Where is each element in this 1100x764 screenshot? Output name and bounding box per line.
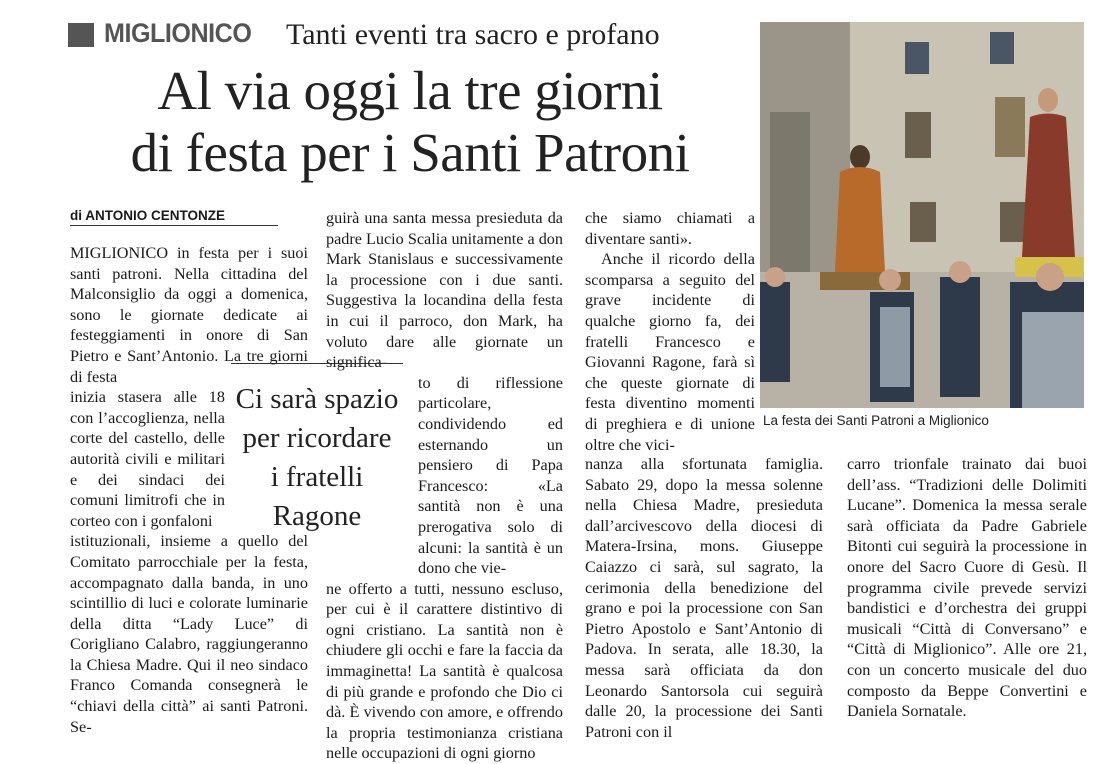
article-text: MIGLIONICO in festa per i suoi santi patroni. Nella cittadina del Malconsiglio da oggi a domenica, sono le giornate dedicate ai festeggiamenti in onore di San Pietro e Sant’Antonio. La tre giorni di festa [70,244,308,386]
pull-quote [231,363,403,536]
headline-line-1: Al via oggi la tre giorni [157,60,663,121]
photo-caption: La festa dei Santi Patroni a Miglionico [763,413,989,428]
byline: di ANTONIO CENTONZE [70,208,278,226]
article-text: guirà una santa messa presieduta da padre Lucio Scalia unitamente a don Mark Stanislaus e successivamente la processione con i due santi. Suggestiva la locandina della festa in cui il parroco, don Mark, ha voluto dare alle giornate un significa- [326,209,563,372]
kicker-square-icon [68,23,94,47]
article-column-4: carro trionfale trainato dai buoi dell’ass. “Tradizioni delle Dolimiti Lucane”. Domenica la messa serale sarà officiata da Padre Gabriele Bitonti cui seguirà la processione in onore del Sacro Cuore di Gesù. Il programma civile prevede servizi bandistici e d’orchestra dei gruppi musicali “Città di Conversano” e “Città di Miglionico”. Alle ore 21, con un concerto musicale del duo composto da Beppe Convertini e Daniela Sornatale. [847,455,1087,721]
kicker-place: MIGLIONICO [104,18,252,48]
headline [60,60,760,184]
pull-quote-line: Ci sarà spazio [235,383,399,415]
article-text: che siamo chiamati a diventare santi». [585,209,755,248]
article-text: inizia stasera alle 18 con l’accoglienza, nella corte del castello, delle autorità civili e militari e dei sindaci dei comuni limitrofi che in corteo con i gonfaloni [70,388,225,530]
headline-line-2: di festa per i Santi Patroni [130,122,690,183]
kicker-subtitle: Tanti eventi tra sacro e profano [286,18,660,51]
article-column-3 [585,208,755,455]
article-column-3-bottom: nanza alla sfortunata famiglia. Sabato 29, dopo la messa solenne nella Chiesa Madre, presieduta dall’arcivescovo della diocesi di Matera-Irsina, mons. Giuseppe Caiazzo ci sarà, sul sagrato, la cerimonia della benedizione del grano e poi la processione con San Pietro Apostolo e Sant’Antonio di Padova. In serata, alle 18.30, la messa sarà officiata da don Leonardo Santorsola cui seguirà dalle 20, la processione dei Santi Patroni con il [585,455,823,741]
article-text: to di riflessione particolare, condividendo ed esternando un pensiero di Papa Francesco: «La santità non è una prerogativa solo di alcuni: la santità è un dono che vie- [418,373,563,578]
article-text: Anche il ricordo della scomparsa a seguito del grave incidente di qualche giorno fa, dei fratelli Francesco e Giovanni Ragone, farà sì che queste giornate di festa diventino momenti di preghiera e di unione oltre che vici- [585,250,755,454]
festival-photo [760,22,1084,408]
article-text: istituzionali, insieme a quello del Comitato parrocchiale per la festa, accompagnato dalla banda, in uno scintillio di luci e colorate luminarie della ditta “Lady Luce” di Corigliano Calabro, raggiungeranno la Chiesa Madre. Qui il neo sindaco Franco Comanda consegnerà le “chiavi della città” ai santi Patroni. Se- [70,532,308,736]
article-text: ne offerto a tutti, nessuno escluso, per cui è il carattere distintivo di ogni cristiano. La santità non è chiudere gli occhi e fare la faccia da immaginetta! La santità è qualcosa di più grande e profondo che Dio ci dà. È vivendo con amore, e offrendo la propria testimonianza cristiana nelle occupazioni di ogni giorno [326,579,563,763]
pull-quote-line: per ricordare [242,422,392,454]
pull-quote-line: i fratelli Ragone [270,461,364,532]
photo-illustration [760,22,1084,408]
